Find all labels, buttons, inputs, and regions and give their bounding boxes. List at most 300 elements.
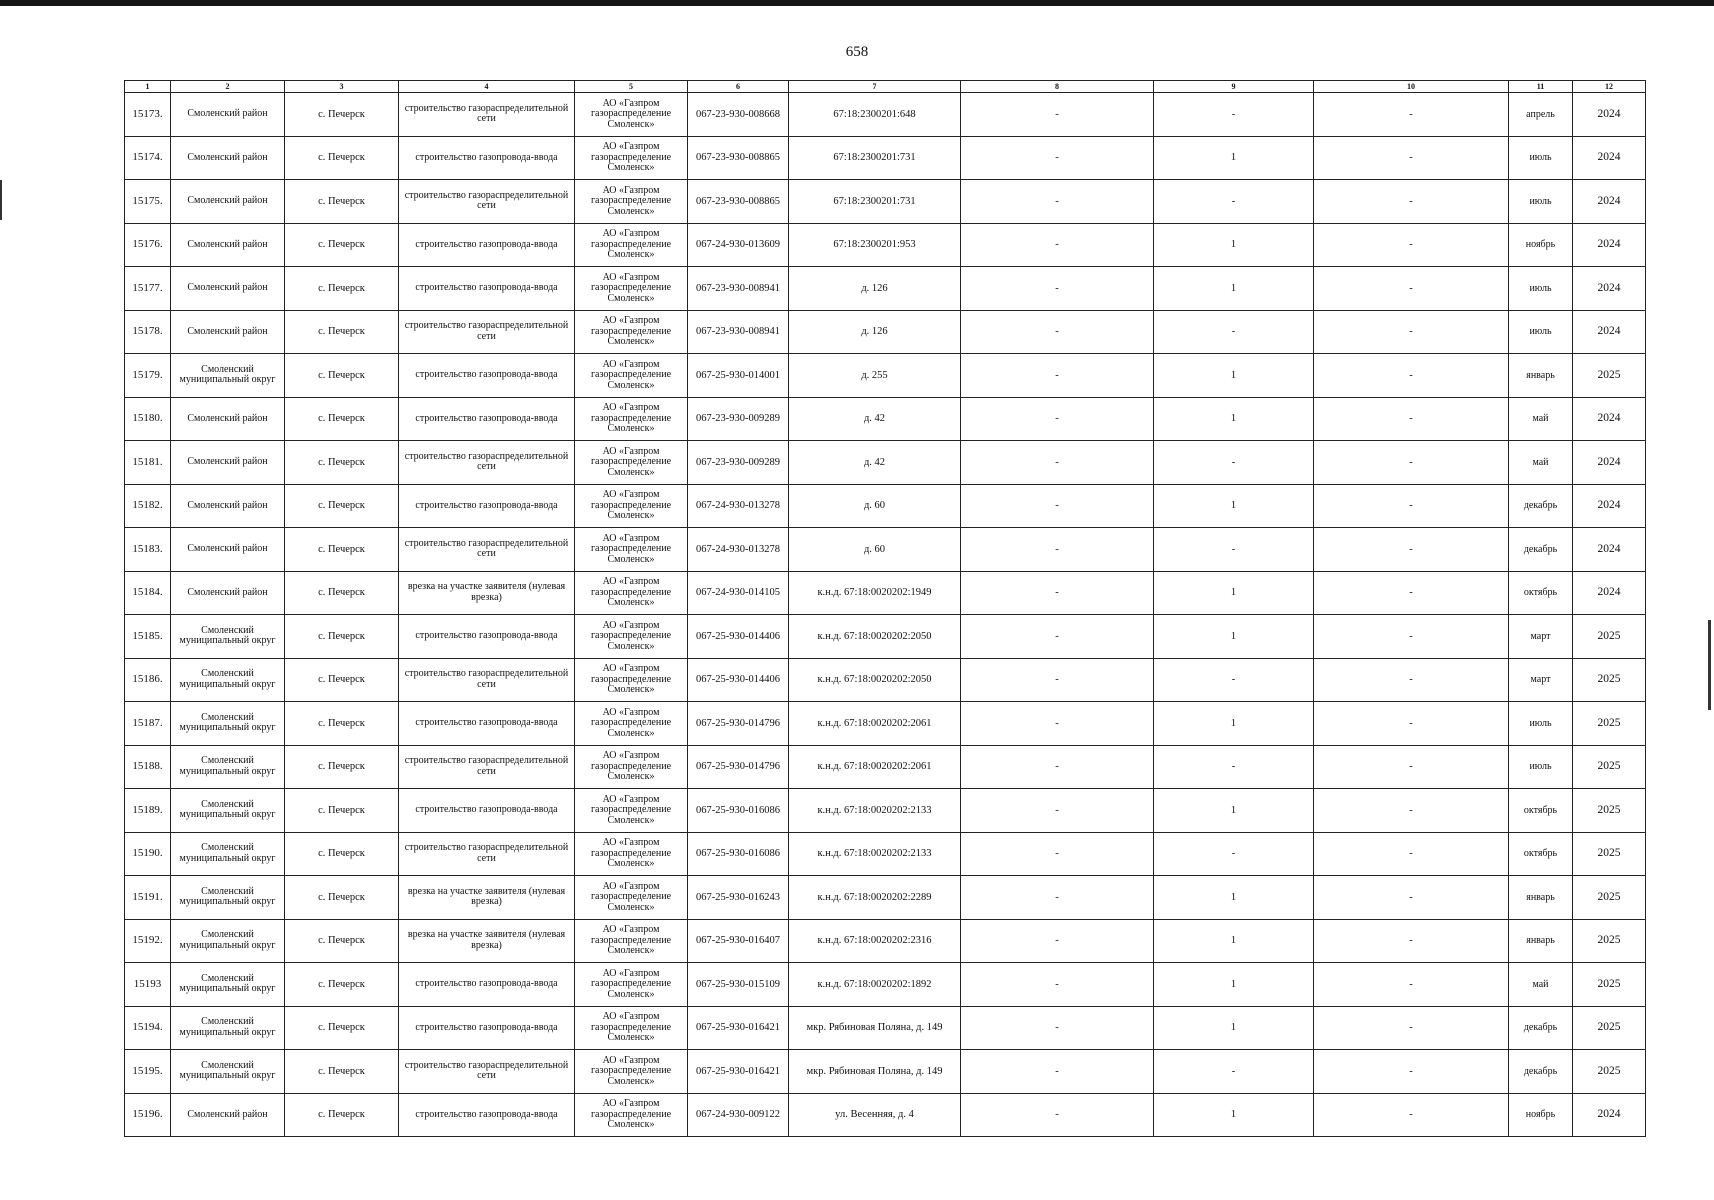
- table-row: [125, 528, 1646, 572]
- year-cell: 2024: [1573, 441, 1646, 485]
- object-cell: 67:18:2300201:731: [789, 180, 961, 224]
- year-cell: 2025: [1573, 919, 1646, 963]
- row-number-cell: 15192.: [125, 919, 171, 963]
- table-row: [125, 1006, 1646, 1050]
- column-header: 12: [1573, 81, 1646, 93]
- application-code-cell: 067-23-930-008941: [688, 310, 789, 354]
- row-number-cell: 15191.: [125, 876, 171, 920]
- application-code-cell: 067-23-930-009289: [688, 441, 789, 485]
- application-code-cell: 067-25-930-016243: [688, 876, 789, 920]
- year-cell: 2024: [1573, 180, 1646, 224]
- locality-cell: с. Печерск: [285, 832, 399, 876]
- organization-cell: АО «Газпром газораспределение Смоленск»: [575, 1050, 688, 1094]
- scan-top-edge: [0, 0, 1714, 6]
- row-number-cell: 15195.: [125, 1050, 171, 1094]
- column-9-cell: 1: [1154, 571, 1314, 615]
- column-10-cell: -: [1314, 658, 1509, 702]
- object-cell: к.н.д. 67:18:0020202:2133: [789, 789, 961, 833]
- table-row: [125, 441, 1646, 485]
- district-cell: Смоленский муниципальный округ: [171, 1006, 285, 1050]
- organization-cell: АО «Газпром газораспределение Смоленск»: [575, 702, 688, 746]
- organization-cell: АО «Газпром газораспределение Смоленск»: [575, 136, 688, 180]
- application-code-cell: 067-23-930-008668: [688, 93, 789, 137]
- column-10-cell: -: [1314, 397, 1509, 441]
- column-header: 9: [1154, 81, 1314, 93]
- year-cell: 2025: [1573, 615, 1646, 659]
- object-cell: к.н.д. 67:18:0020202:2289: [789, 876, 961, 920]
- column-10-cell: -: [1314, 876, 1509, 920]
- object-cell: д. 126: [789, 310, 961, 354]
- column-8-cell: -: [961, 180, 1154, 224]
- work-type-cell: строительство газораспределительной сети: [399, 180, 575, 224]
- table-row: [125, 919, 1646, 963]
- organization-cell: АО «Газпром газораспределение Смоленск»: [575, 1006, 688, 1050]
- column-8-cell: -: [961, 354, 1154, 398]
- table-body: [125, 93, 1646, 1137]
- month-cell: июль: [1509, 267, 1573, 311]
- locality-cell: с. Печерск: [285, 1006, 399, 1050]
- district-cell: Смоленский район: [171, 136, 285, 180]
- month-cell: ноябрь: [1509, 223, 1573, 267]
- district-cell: Смоленский район: [171, 93, 285, 137]
- column-10-cell: -: [1314, 267, 1509, 311]
- column-10-cell: -: [1314, 963, 1509, 1007]
- district-cell: Смоленский муниципальный округ: [171, 615, 285, 659]
- column-9-cell: -: [1154, 93, 1314, 137]
- work-type-cell: строительство газораспределительной сети: [399, 832, 575, 876]
- work-type-cell: строительство газопровода-ввода: [399, 136, 575, 180]
- table-row: [125, 310, 1646, 354]
- column-8-cell: -: [961, 963, 1154, 1007]
- column-header: 1: [125, 81, 171, 93]
- month-cell: июль: [1509, 745, 1573, 789]
- organization-cell: АО «Газпром газораспределение Смоленск»: [575, 789, 688, 833]
- column-9-cell: 1: [1154, 876, 1314, 920]
- object-cell: д. 42: [789, 441, 961, 485]
- column-8-cell: -: [961, 702, 1154, 746]
- row-number-cell: 15196.: [125, 1093, 171, 1137]
- work-type-cell: строительство газопровода-ввода: [399, 702, 575, 746]
- table-row: [125, 745, 1646, 789]
- object-cell: д. 255: [789, 354, 961, 398]
- work-type-cell: строительство газопровода-ввода: [399, 1093, 575, 1137]
- column-8-cell: -: [961, 745, 1154, 789]
- district-cell: Смоленский муниципальный округ: [171, 832, 285, 876]
- month-cell: ноябрь: [1509, 1093, 1573, 1137]
- organization-cell: АО «Газпром газораспределение Смоленск»: [575, 223, 688, 267]
- locality-cell: с. Печерск: [285, 702, 399, 746]
- year-cell: 2025: [1573, 832, 1646, 876]
- column-10-cell: -: [1314, 1006, 1509, 1050]
- locality-cell: с. Печерск: [285, 484, 399, 528]
- month-cell: декабрь: [1509, 528, 1573, 572]
- column-10-cell: -: [1314, 745, 1509, 789]
- year-cell: 2025: [1573, 1050, 1646, 1094]
- application-code-cell: 067-25-930-016421: [688, 1006, 789, 1050]
- year-cell: 2025: [1573, 354, 1646, 398]
- page-number: 658: [845, 44, 869, 60]
- object-cell: ул. Весенняя, д. 4: [789, 1093, 961, 1137]
- locality-cell: с. Печерск: [285, 354, 399, 398]
- month-cell: июль: [1509, 136, 1573, 180]
- month-cell: декабрь: [1509, 484, 1573, 528]
- organization-cell: АО «Газпром газораспределение Смоленск»: [575, 528, 688, 572]
- district-cell: Смоленский муниципальный округ: [171, 789, 285, 833]
- month-cell: декабрь: [1509, 1050, 1573, 1094]
- column-header: 6: [688, 81, 789, 93]
- table-row: [125, 354, 1646, 398]
- district-cell: Смоленский район: [171, 180, 285, 224]
- row-number-cell: 15178.: [125, 310, 171, 354]
- organization-cell: АО «Газпром газораспределение Смоленск»: [575, 1093, 688, 1137]
- application-code-cell: 067-25-930-016086: [688, 789, 789, 833]
- organization-cell: АО «Газпром газораспределение Смоленск»: [575, 354, 688, 398]
- year-cell: 2024: [1573, 310, 1646, 354]
- work-type-cell: строительство газопровода-ввода: [399, 789, 575, 833]
- column-10-cell: -: [1314, 93, 1509, 137]
- organization-cell: АО «Газпром газораспределение Смоленск»: [575, 919, 688, 963]
- column-10-cell: -: [1314, 441, 1509, 485]
- organization-cell: АО «Газпром газораспределение Смоленск»: [575, 441, 688, 485]
- year-cell: 2024: [1573, 484, 1646, 528]
- month-cell: июль: [1509, 310, 1573, 354]
- year-cell: 2024: [1573, 1093, 1646, 1137]
- application-code-cell: 067-24-930-014105: [688, 571, 789, 615]
- work-type-cell: строительство газопровода-ввода: [399, 963, 575, 1007]
- register-table: [124, 80, 1646, 1137]
- table-row: [125, 397, 1646, 441]
- column-8-cell: -: [961, 310, 1154, 354]
- column-8-cell: -: [961, 919, 1154, 963]
- year-cell: 2025: [1573, 876, 1646, 920]
- work-type-cell: строительство газопровода-ввода: [399, 354, 575, 398]
- application-code-cell: 067-25-930-016421: [688, 1050, 789, 1094]
- column-8-cell: -: [961, 1093, 1154, 1137]
- locality-cell: с. Печерск: [285, 528, 399, 572]
- row-number-cell: 15175.: [125, 180, 171, 224]
- column-9-cell: 1: [1154, 267, 1314, 311]
- column-8-cell: -: [961, 267, 1154, 311]
- table-row: [125, 267, 1646, 311]
- scan-edge-mark: [0, 180, 2, 220]
- organization-cell: АО «Газпром газораспределение Смоленск»: [575, 615, 688, 659]
- row-number-cell: 15181.: [125, 441, 171, 485]
- column-9-cell: 1: [1154, 919, 1314, 963]
- column-10-cell: -: [1314, 484, 1509, 528]
- row-number-cell: 15188.: [125, 745, 171, 789]
- organization-cell: АО «Газпром газораспределение Смоленск»: [575, 876, 688, 920]
- work-type-cell: строительство газораспределительной сети: [399, 528, 575, 572]
- organization-cell: АО «Газпром газораспределение Смоленск»: [575, 93, 688, 137]
- district-cell: Смоленский муниципальный округ: [171, 876, 285, 920]
- column-header: 4: [399, 81, 575, 93]
- application-code-cell: 067-25-930-016086: [688, 832, 789, 876]
- year-cell: 2024: [1573, 136, 1646, 180]
- object-cell: 67:18:2300201:731: [789, 136, 961, 180]
- column-9-cell: -: [1154, 832, 1314, 876]
- district-cell: Смоленский муниципальный округ: [171, 919, 285, 963]
- locality-cell: с. Печерск: [285, 1093, 399, 1137]
- year-cell: 2025: [1573, 702, 1646, 746]
- district-cell: Смоленский район: [171, 484, 285, 528]
- object-cell: д. 42: [789, 397, 961, 441]
- organization-cell: АО «Газпром газораспределение Смоленск»: [575, 310, 688, 354]
- column-9-cell: 1: [1154, 615, 1314, 659]
- object-cell: к.н.д. 67:18:0020202:2133: [789, 832, 961, 876]
- object-cell: мкр. Рябиновая Поляна, д. 149: [789, 1050, 961, 1094]
- district-cell: Смоленский муниципальный округ: [171, 658, 285, 702]
- row-number-cell: 15173.: [125, 93, 171, 137]
- locality-cell: с. Печерск: [285, 310, 399, 354]
- work-type-cell: строительство газопровода-ввода: [399, 484, 575, 528]
- column-8-cell: -: [961, 136, 1154, 180]
- organization-cell: АО «Газпром газораспределение Смоленск»: [575, 571, 688, 615]
- work-type-cell: строительство газораспределительной сети: [399, 1050, 575, 1094]
- column-header: 2: [171, 81, 285, 93]
- district-cell: Смоленский муниципальный округ: [171, 1050, 285, 1094]
- table-row: [125, 180, 1646, 224]
- work-type-cell: строительство газопровода-ввода: [399, 397, 575, 441]
- month-cell: январь: [1509, 876, 1573, 920]
- column-10-cell: -: [1314, 832, 1509, 876]
- column-10-cell: -: [1314, 615, 1509, 659]
- column-9-cell: 1: [1154, 223, 1314, 267]
- row-number-cell: 15186.: [125, 658, 171, 702]
- column-9-cell: 1: [1154, 484, 1314, 528]
- column-8-cell: -: [961, 876, 1154, 920]
- column-9-cell: 1: [1154, 789, 1314, 833]
- application-code-cell: 067-25-930-014001: [688, 354, 789, 398]
- organization-cell: АО «Газпром газораспределение Смоленск»: [575, 832, 688, 876]
- work-type-cell: врезка на участке заявителя (нулевая врезка): [399, 571, 575, 615]
- application-code-cell: 067-24-930-013278: [688, 484, 789, 528]
- column-8-cell: -: [961, 1050, 1154, 1094]
- object-cell: д. 60: [789, 528, 961, 572]
- object-cell: к.н.д. 67:18:0020202:2050: [789, 658, 961, 702]
- column-8-cell: -: [961, 93, 1154, 137]
- column-8-cell: -: [961, 615, 1154, 659]
- locality-cell: с. Печерск: [285, 223, 399, 267]
- locality-cell: с. Печерск: [285, 397, 399, 441]
- month-cell: январь: [1509, 354, 1573, 398]
- table-row: [125, 1050, 1646, 1094]
- column-header: 3: [285, 81, 399, 93]
- month-cell: октябрь: [1509, 571, 1573, 615]
- month-cell: май: [1509, 441, 1573, 485]
- scan-edge-mark: [1708, 620, 1711, 710]
- table-row: [125, 93, 1646, 137]
- object-cell: к.н.д. 67:18:0020202:2061: [789, 745, 961, 789]
- column-10-cell: -: [1314, 354, 1509, 398]
- column-8-cell: -: [961, 223, 1154, 267]
- district-cell: Смоленский муниципальный округ: [171, 963, 285, 1007]
- table-row: [125, 136, 1646, 180]
- month-cell: декабрь: [1509, 1006, 1573, 1050]
- locality-cell: с. Печерск: [285, 963, 399, 1007]
- application-code-cell: 067-23-930-009289: [688, 397, 789, 441]
- month-cell: октябрь: [1509, 832, 1573, 876]
- row-number-cell: 15190.: [125, 832, 171, 876]
- district-cell: Смоленский район: [171, 310, 285, 354]
- application-code-cell: 067-25-930-016407: [688, 919, 789, 963]
- district-cell: Смоленский муниципальный округ: [171, 354, 285, 398]
- month-cell: май: [1509, 397, 1573, 441]
- column-9-cell: 1: [1154, 1006, 1314, 1050]
- table-row: [125, 876, 1646, 920]
- application-code-cell: 067-23-930-008941: [688, 267, 789, 311]
- organization-cell: АО «Газпром газораспределение Смоленск»: [575, 267, 688, 311]
- month-cell: июль: [1509, 180, 1573, 224]
- column-10-cell: -: [1314, 571, 1509, 615]
- column-header: 7: [789, 81, 961, 93]
- month-cell: май: [1509, 963, 1573, 1007]
- column-8-cell: -: [961, 484, 1154, 528]
- locality-cell: с. Печерск: [285, 745, 399, 789]
- row-number-cell: 15182.: [125, 484, 171, 528]
- locality-cell: с. Печерск: [285, 93, 399, 137]
- row-number-cell: 15183.: [125, 528, 171, 572]
- column-8-cell: -: [961, 832, 1154, 876]
- locality-cell: с. Печерск: [285, 876, 399, 920]
- month-cell: апрель: [1509, 93, 1573, 137]
- table-row: [125, 223, 1646, 267]
- year-cell: 2024: [1573, 223, 1646, 267]
- locality-cell: с. Печерск: [285, 136, 399, 180]
- district-cell: Смоленский район: [171, 441, 285, 485]
- work-type-cell: строительство газопровода-ввода: [399, 223, 575, 267]
- application-code-cell: 067-24-930-013278: [688, 528, 789, 572]
- column-10-cell: -: [1314, 136, 1509, 180]
- table-row: [125, 1093, 1646, 1137]
- district-cell: Смоленский муниципальный округ: [171, 702, 285, 746]
- object-cell: д. 126: [789, 267, 961, 311]
- row-number-cell: 15189.: [125, 789, 171, 833]
- locality-cell: с. Печерск: [285, 1050, 399, 1094]
- month-cell: март: [1509, 615, 1573, 659]
- row-number-cell: 15194.: [125, 1006, 171, 1050]
- application-code-cell: 067-25-930-014796: [688, 702, 789, 746]
- row-number-cell: 15185.: [125, 615, 171, 659]
- column-9-cell: -: [1154, 441, 1314, 485]
- locality-cell: с. Печерск: [285, 658, 399, 702]
- district-cell: Смоленский район: [171, 1093, 285, 1137]
- district-cell: Смоленский район: [171, 571, 285, 615]
- year-cell: 2024: [1573, 267, 1646, 311]
- column-8-cell: -: [961, 441, 1154, 485]
- year-cell: 2024: [1573, 571, 1646, 615]
- application-code-cell: 067-24-930-013609: [688, 223, 789, 267]
- application-code-cell: 067-25-930-014796: [688, 745, 789, 789]
- locality-cell: с. Печерск: [285, 615, 399, 659]
- application-code-cell: 067-23-930-008865: [688, 136, 789, 180]
- column-8-cell: -: [961, 1006, 1154, 1050]
- locality-cell: с. Печерск: [285, 180, 399, 224]
- year-cell: 2024: [1573, 397, 1646, 441]
- column-9-cell: 1: [1154, 354, 1314, 398]
- application-code-cell: 067-23-930-008865: [688, 180, 789, 224]
- table-row: [125, 658, 1646, 702]
- district-cell: Смоленский муниципальный округ: [171, 745, 285, 789]
- organization-cell: АО «Газпром газораспределение Смоленск»: [575, 484, 688, 528]
- column-8-cell: -: [961, 528, 1154, 572]
- column-header: 5: [575, 81, 688, 93]
- work-type-cell: строительство газораспределительной сети: [399, 93, 575, 137]
- work-type-cell: врезка на участке заявителя (нулевая врезка): [399, 919, 575, 963]
- object-cell: к.н.д. 67:18:0020202:2061: [789, 702, 961, 746]
- column-8-cell: -: [961, 789, 1154, 833]
- row-number-cell: 15174.: [125, 136, 171, 180]
- column-10-cell: -: [1314, 528, 1509, 572]
- column-10-cell: -: [1314, 702, 1509, 746]
- district-cell: Смоленский район: [171, 528, 285, 572]
- object-cell: 67:18:2300201:953: [789, 223, 961, 267]
- object-cell: к.н.д. 67:18:0020202:2050: [789, 615, 961, 659]
- table-row: [125, 832, 1646, 876]
- organization-cell: АО «Газпром газораспределение Смоленск»: [575, 963, 688, 1007]
- column-9-cell: -: [1154, 745, 1314, 789]
- locality-cell: с. Печерск: [285, 571, 399, 615]
- application-code-cell: 067-25-930-015109: [688, 963, 789, 1007]
- object-cell: к.н.д. 67:18:0020202:1949: [789, 571, 961, 615]
- object-cell: к.н.д. 67:18:0020202:1892: [789, 963, 961, 1007]
- year-cell: 2025: [1573, 658, 1646, 702]
- table-row: [125, 702, 1646, 746]
- work-type-cell: строительство газораспределительной сети: [399, 310, 575, 354]
- object-cell: д. 60: [789, 484, 961, 528]
- row-number-cell: 15193: [125, 963, 171, 1007]
- column-10-cell: -: [1314, 310, 1509, 354]
- year-cell: 2025: [1573, 1006, 1646, 1050]
- column-9-cell: 1: [1154, 702, 1314, 746]
- column-10-cell: -: [1314, 1050, 1509, 1094]
- column-9-cell: 1: [1154, 136, 1314, 180]
- table-row: [125, 789, 1646, 833]
- column-9-cell: -: [1154, 310, 1314, 354]
- work-type-cell: строительство газораспределительной сети: [399, 745, 575, 789]
- row-number-cell: 15176.: [125, 223, 171, 267]
- column-9-cell: 1: [1154, 963, 1314, 1007]
- column-9-cell: -: [1154, 528, 1314, 572]
- object-cell: 67:18:2300201:648: [789, 93, 961, 137]
- work-type-cell: строительство газопровода-ввода: [399, 615, 575, 659]
- year-cell: 2025: [1573, 963, 1646, 1007]
- district-cell: Смоленский район: [171, 267, 285, 311]
- column-9-cell: 1: [1154, 397, 1314, 441]
- column-9-cell: -: [1154, 180, 1314, 224]
- column-10-cell: -: [1314, 223, 1509, 267]
- column-header: 8: [961, 81, 1154, 93]
- year-cell: 2025: [1573, 789, 1646, 833]
- table-row: [125, 571, 1646, 615]
- locality-cell: с. Печерск: [285, 267, 399, 311]
- object-cell: мкр. Рябиновая Поляна, д. 149: [789, 1006, 961, 1050]
- table-row: [125, 484, 1646, 528]
- month-cell: январь: [1509, 919, 1573, 963]
- month-cell: июль: [1509, 702, 1573, 746]
- row-number-cell: 15184.: [125, 571, 171, 615]
- row-number-cell: 15177.: [125, 267, 171, 311]
- column-9-cell: -: [1154, 658, 1314, 702]
- work-type-cell: строительство газораспределительной сети: [399, 441, 575, 485]
- table-row: [125, 615, 1646, 659]
- month-cell: март: [1509, 658, 1573, 702]
- column-10-cell: -: [1314, 180, 1509, 224]
- work-type-cell: врезка на участке заявителя (нулевая врезка): [399, 876, 575, 920]
- column-8-cell: -: [961, 397, 1154, 441]
- year-cell: 2025: [1573, 745, 1646, 789]
- row-number-cell: 15180.: [125, 397, 171, 441]
- organization-cell: АО «Газпром газораспределение Смоленск»: [575, 745, 688, 789]
